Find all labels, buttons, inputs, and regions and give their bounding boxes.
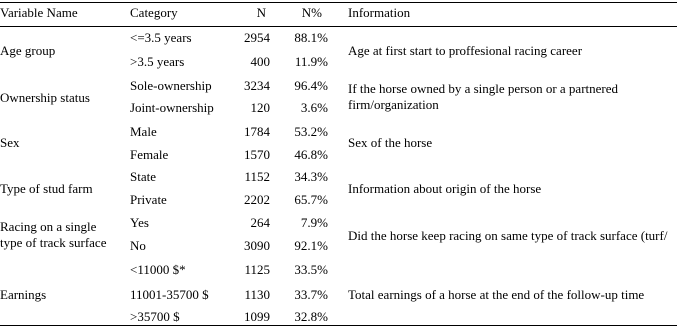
pct-cell: 33.5% [294,262,328,277]
header-information: Information [348,5,411,20]
n-cell: 1099 [244,309,270,324]
pct-cell: 7.9% [300,215,328,230]
pct-cell: 11.9% [294,54,328,69]
category-cell: No [130,238,146,253]
n-cell: 120 [250,100,270,115]
n-cell: 3090 [244,238,270,253]
pct-cell: 92.1% [294,238,328,253]
n-cell: 2202 [244,192,270,207]
n-cell: 1152 [244,169,270,184]
variable-ownership-status: Ownership status [0,90,90,105]
n-cell: 3234 [244,78,270,93]
category-cell: Sole-ownership [130,78,212,93]
n-cell: 1125 [244,262,270,277]
table-bottom-rule [0,325,677,326]
n-cell: 1784 [244,124,270,139]
information-ownership-status: If the horse owned by a single person or a partnered firm/organization [348,81,619,112]
header-bottom-rule [0,26,677,27]
variable-age-group: Age group [0,43,56,58]
variable-type-of-stud-farm: Type of stud farm [0,181,93,196]
pct-cell: 46.8% [294,147,328,162]
category-cell: <11000 $* [130,262,186,277]
category-cell: Male [130,124,157,139]
information-type-of-stud-farm: Information about origin of the horse [348,181,542,196]
information-age-group: Age at first start to proffesional racing career [348,43,583,58]
header-variable-name: Variable Name [0,5,78,20]
category-cell: Yes [130,215,149,230]
information-racing-single-surface: Did the horse keep racing on same type of track surface (turf/ [348,228,668,243]
n-cell: 1130 [244,287,270,302]
n-cell: 2954 [244,30,270,45]
n-cell: 264 [250,215,270,230]
information-sex: Sex of the horse [348,135,433,150]
pct-cell: 53.2% [294,124,328,139]
n-cell: 400 [250,54,270,69]
header-n: N [256,5,266,20]
pct-cell: 33.7% [294,287,328,302]
header-category: Category [130,5,178,20]
category-cell: Private [130,192,167,207]
variable-earnings: Earnings [0,287,47,302]
pct-cell: 32.8% [294,309,328,324]
pct-cell: 88.1% [294,30,328,45]
variable-sex: Sex [0,135,20,150]
category-cell: Joint-ownership [130,100,214,115]
category-cell: >35700 $ [130,309,180,324]
variable-racing-single-surface: Racing on a single type of track surface [0,219,107,250]
pct-cell: 34.3% [294,169,328,184]
pct-cell: 96.4% [294,78,328,93]
table-top-rule [0,2,677,3]
category-cell: State [130,169,156,184]
category-cell: <=3.5 years [130,30,192,45]
category-cell: Female [130,147,169,162]
category-cell: 11001-35700 $ [130,287,209,302]
header-n-percent: N% [301,5,322,20]
pct-cell: 3.6% [300,100,328,115]
pct-cell: 65.7% [294,192,328,207]
category-cell: >3.5 years [130,54,185,69]
n-cell: 1570 [244,147,270,162]
information-earnings: Total earnings of a horse at the end of the follow-up time [348,287,645,302]
